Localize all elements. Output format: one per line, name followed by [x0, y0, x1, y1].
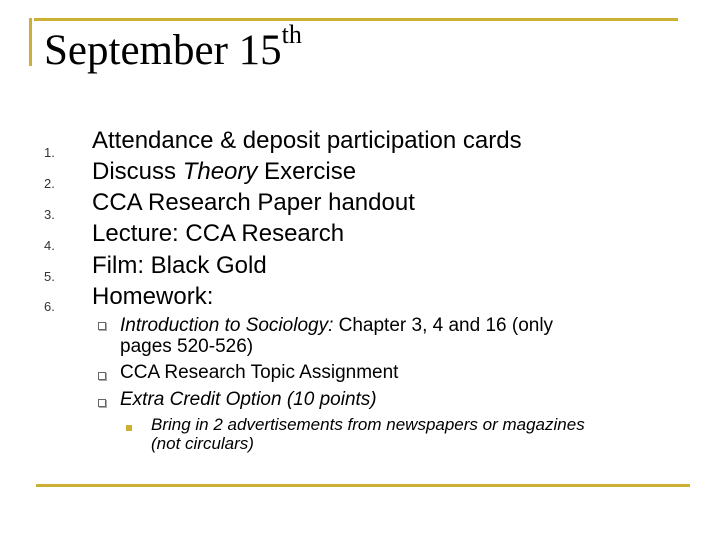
title-superscript: th	[281, 20, 302, 49]
bottom-rule	[36, 484, 690, 487]
homework-item-1	[120, 315, 553, 336]
agenda-item-1: Attendance & deposit participation cards	[92, 127, 522, 154]
top-rule	[34, 18, 678, 21]
agenda-item-6: Homework:	[92, 283, 214, 310]
agenda-item-4: Lecture: CCA Research	[92, 220, 345, 247]
agenda-item-5: Film: Black Gold	[92, 252, 267, 279]
square-bullet-icon	[98, 399, 106, 407]
agenda-number-5: 5.	[44, 269, 55, 284]
agenda-number-3: 3.	[44, 207, 55, 222]
agenda-number-1: 1.	[44, 145, 55, 160]
agenda-number-2: 2.	[44, 176, 55, 191]
left-rule	[29, 18, 32, 66]
agenda-item-2-a: Discuss	[92, 158, 183, 185]
homework-item-1-plain: Chapter 3, 4 and 16 (only	[333, 315, 554, 336]
extra-credit-line-2: (not circulars)	[151, 434, 254, 453]
agenda-item-2-c: Exercise	[257, 158, 357, 185]
agenda-number-6: 6.	[44, 299, 55, 314]
homework-item-1-italic: Introduction to Sociology:	[120, 315, 334, 336]
agenda-item-2-italic: Theory	[182, 158, 258, 185]
agenda-item-2	[92, 158, 356, 186]
title-text: September 15	[44, 27, 282, 74]
agenda-item-3: CCA Research Paper handout	[92, 189, 415, 216]
homework-item-1-line2: pages 520-526)	[120, 336, 254, 357]
homework-item-3: Extra Credit Option (10 points)	[120, 389, 377, 410]
agenda-number-4: 4.	[44, 238, 55, 253]
homework-item-2: CCA Research Topic Assignment	[120, 362, 399, 383]
slide-title	[44, 20, 302, 76]
extra-credit-line-1: Bring in 2 advertisements from newspapers or magazines	[151, 415, 585, 434]
filled-square-bullet-icon	[126, 425, 132, 431]
square-bullet-icon	[98, 372, 106, 380]
square-bullet-icon	[98, 322, 106, 330]
